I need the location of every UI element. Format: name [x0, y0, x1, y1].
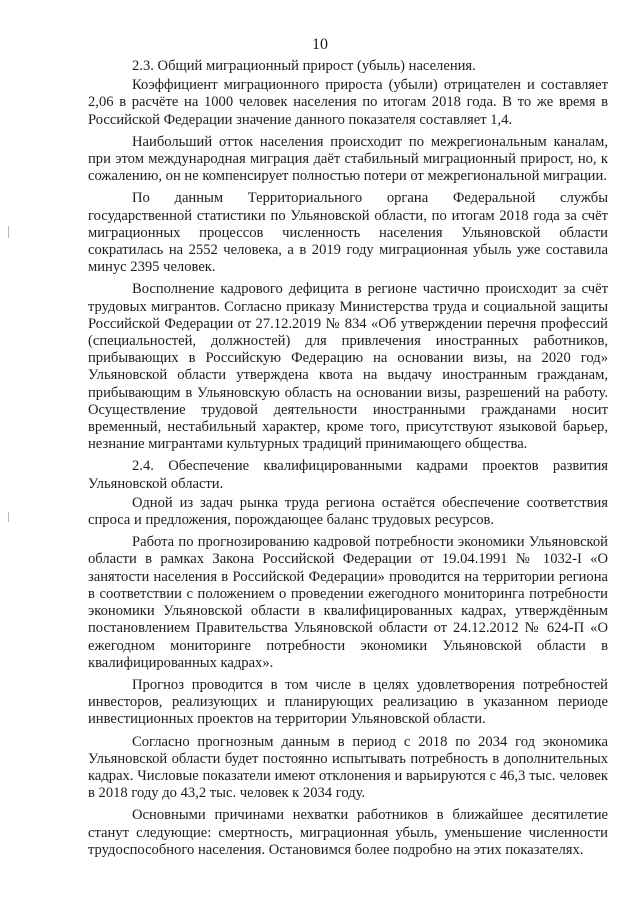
paragraph: Основными причинами нехватки работников в ближайшее десятилетие станут следующие: смертность, миграционная убыль, уменьшение численности трудоспособного населения. Остановимся более подробно на этих показателях.: [88, 807, 608, 858]
paragraph: Наибольший отток населения происходит по межрегиональным каналам, при этом международная миграция даёт стабильный миграционный прирост, но, к сожалению, он не компенсирует полностью потери от межрегиональной миграции.: [88, 133, 608, 185]
paragraph: Одной из задач рынка труда региона остаётся обеспечение соответствия спроса и предложения, порождающее баланс трудовых ресурсов.: [88, 494, 608, 529]
paragraph: Восполнение кадрового дефицита в регионе частично происходит за счёт трудовых мигрантов. Согласно приказу Министерства труда и социальной защиты Российской Федерации от 27.12.2019 № 834 «Об утверждении перечня профессий (специальностей, должностей) для привлечения иностранных работников, прибывающих в Российскую Федерацию на основании визы, на 2020 год» Ульяновской области утверждена квота на выдачу иностранным гражданам, прибывающим в Ульяновскую область на основании визы, разрешений на работу. Осуществление трудовой деятельности иностранными гражданами носит временный, нестабильный характер, кроме того, присутствуют языковой барьер, незнание мигрантами культурных традиций принимающего общества.: [88, 281, 608, 453]
paragraph: Коэффициент миграционного прироста (убыли) отрицателен и составляет 2,06 в расчёте на 1000 человек населения по итогам 2018 года. В то же время в Российской Федерации значение данного показателя составляет 1,4.: [88, 77, 608, 128]
document-body: [88, 58, 608, 864]
paragraph: Согласно прогнозным данным в период с 2018 по 2034 год экономика Ульяновской области будет постоянно испытывать потребность в дополнительных кадрах. Числовые показатели имеют отклонения и варьируются с 46,3 тыс. человек в 2018 году до 43,2 тыс. человек к 2034 году.: [88, 733, 608, 802]
section-heading-2-3: 2.3. Общий миграционный прирост (убыль) населения.: [132, 58, 476, 74]
scan-margin-mark: [8, 226, 9, 238]
paragraph: По данным Территориального органа Федеральной службы государственной статистики по Ульяновской области, по итогам 2018 года за счёт миграционных процессов численность населения Ульяновской области сократилась на 2552 человека, а в 2019 году миграционная убыль уже составила минус 2395 человек.: [88, 190, 608, 276]
page-number: 10: [312, 36, 328, 53]
paragraph: Прогноз проводится в том числе в целях удовлетворения потребностей инвесторов, реализующих и планирующих реализацию в указанном периоде инвестиционных проектов на территории Ульяновской области.: [88, 676, 608, 728]
scan-margin-mark: [8, 512, 9, 522]
section-heading-2-4: 2.4. Обеспечение квалифицированными кадрами проектов развития Ульяновской области.: [88, 458, 608, 492]
paragraph: Работа по прогнозированию кадровой потребности экономики Ульяновской области в рамках Закона Российской Федерации от 19.04.1991 № 1032-I «О занятости населения в Российской Федерации» проводится на территории региона в соответствии с положением о проведении ежегодного мониторинга потребности экономики Ульяновской области в квалифицированных кадрах, утверждённым постановлением Правительства Ульяновской области от 24.12.2012 № 624-П «О ежегодном мониторинге потребности экономики Ульяновской области в квалифицированных кадрах».: [88, 534, 608, 671]
